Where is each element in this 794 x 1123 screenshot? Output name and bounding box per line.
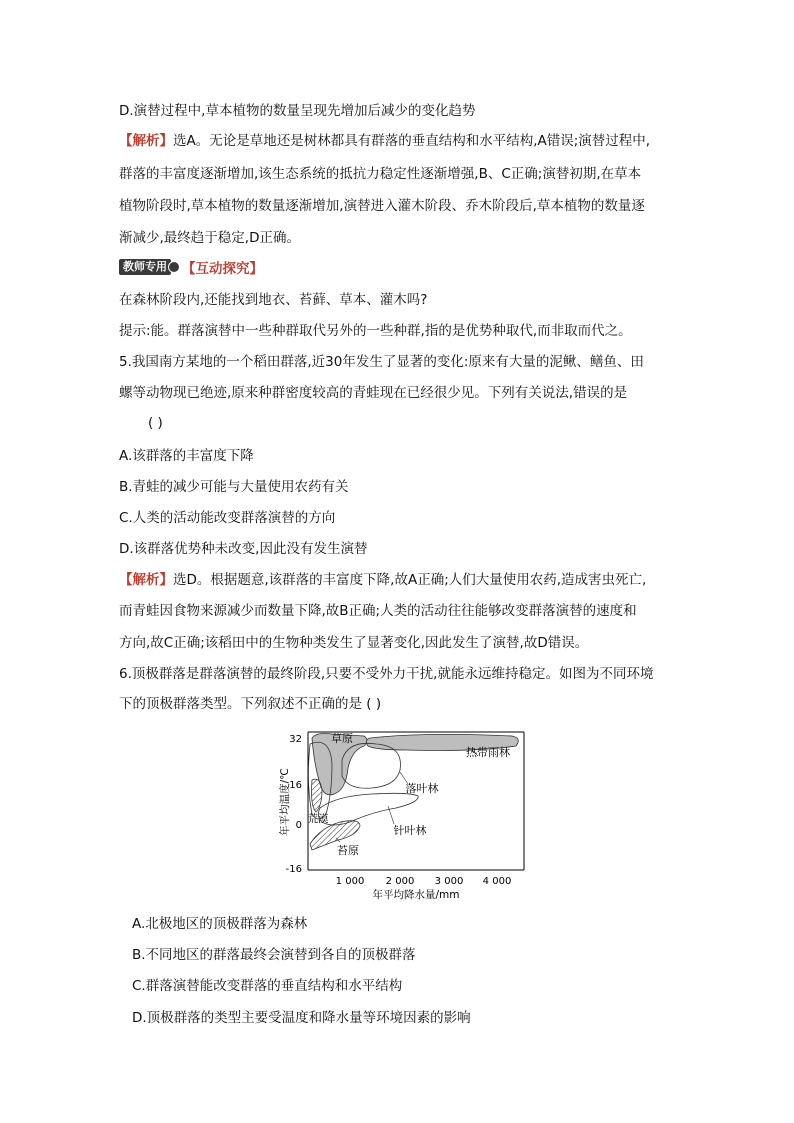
interactive-explore-title: 【互动探究】 [182, 261, 263, 277]
badge-arrow-icon [168, 261, 180, 273]
label-tropical-rainforest: 热带雨林 [466, 746, 510, 759]
q6-option-b: B.不同地区的群落最终会演替到各自的顶极群落 [132, 947, 416, 963]
x-tick-label: 1 000 [335, 876, 365, 887]
teacher-badge: 教师专用 [119, 259, 171, 275]
label-coniferous-forest: 针叶林 [393, 824, 427, 837]
teacher-section-header [119, 259, 263, 275]
teacher-question: 在森林阶段内,还能找到地衣、苔藓、草本、灌木吗? [119, 292, 428, 308]
q5-option-c: C.人类的活动能改变群落演替的方向 [119, 510, 336, 526]
teacher-hint: 提示:能。群落演替中一些种群取代另外的一些种群,指的是优势种取代,而非取而代之。 [119, 323, 632, 339]
q5-answer-blank: ( ) [148, 415, 163, 431]
y-tick-label: -16 [285, 864, 302, 875]
y-tick-label: 16 [289, 780, 302, 791]
label-deciduous-forest: 落叶林 [405, 782, 439, 795]
climax-community-diagram [276, 724, 536, 904]
q4-analysis-text: 选A。无论是草地还是树林都具有群落的垂直结构和水平结构,A错误;演替过程中, [173, 133, 651, 149]
q5-option-d: D.该群落优势种未改变,因此没有发生演替 [119, 541, 368, 557]
y-axis-label: 年平均温度/℃ [279, 768, 291, 836]
q5-analysis-tag: 【解析】 [119, 572, 173, 588]
q5-analysis-line-2: 而青蛙因食物来源减少而数量下降,故B正确;人类的活动往往能够改变群落演替的速度和 [119, 603, 637, 619]
x-tick-label: 2 000 [385, 876, 415, 887]
x-tick-label: 3 000 [434, 876, 464, 887]
q4-analysis-line-3: 植物阶段时,草本植物的数量逐渐增加,演替进入灌木阶段、乔木阶段后,草本植物的数量逐 [119, 198, 645, 214]
q5-stem-line-1: 5.我国南方某地的一个稻田群落,近30年发生了显著的变化:原来有大量的泥鳅、鳝鱼、田 [119, 354, 644, 370]
y-tick-label: 0 [295, 820, 302, 831]
q5-stem-line-2: 螺等动物现已绝迹,原来种群密度较高的青蛙现在已经很少见。下列有关说法,错误的是 [119, 385, 628, 401]
label-tundra: 苔原 [337, 844, 359, 857]
x-tick-label: 4 000 [482, 876, 512, 887]
q5-analysis-text: 选D。根据题意,该群落的丰富度下降,故A正确;人们大量使用农药,造成害虫死亡, [173, 572, 647, 588]
q6-option-c: C.群落演替能改变群落的垂直结构和水平结构 [132, 978, 403, 994]
label-grassland: 草原 [331, 732, 353, 745]
q5-option-a: A.该群落的丰富度下降 [119, 448, 254, 464]
q4-analysis-line-2: 群落的丰富度逐渐增加,该生态系统的抵抗力稳定性逐渐增强,B、C正确;演替初期,在草本 [119, 166, 642, 182]
q4-option-d: D.演替过程中,草本植物的数量呈现先增加后减少的变化趋势 [119, 103, 476, 119]
q4-analysis-line-4: 渐减少,最终趋于稳定,D正确。 [119, 230, 300, 246]
q5-option-b: B.青蛙的减少可能与大量使用农药有关 [119, 479, 349, 495]
region-desert-hatch [312, 779, 323, 812]
q6-stem-line-1: 6.顶极群落是群落演替的最终阶段,只要不受外力干扰,就能永远维持稳定。如图为不同环境 [119, 666, 654, 682]
q6-option-d: D.顶极群落的类型主要受温度和降水量等环境因素的影响 [132, 1010, 471, 1026]
q5-analysis-line-3: 方向,故C正确;该稻田中的生物种类发生了显著变化,因此发生了演替,故D错误。 [119, 635, 589, 651]
y-tick-label: 32 [289, 734, 302, 745]
q4-analysis-line-1 [119, 131, 650, 151]
q6-stem-line-2: 下的顶极群落类型。下列叙述不正确的是 ( ) [119, 696, 382, 712]
q4-analysis-tag: 【解析】 [119, 133, 173, 149]
region-coniferous-forest [318, 793, 418, 825]
x-axis-label: 年平均降水量/mm [372, 889, 460, 901]
q5-analysis-line-1 [119, 570, 646, 590]
label-desert: 荒漠 [307, 813, 329, 825]
q6-option-a: A.北极地区的顶极群落为森林 [132, 916, 308, 932]
